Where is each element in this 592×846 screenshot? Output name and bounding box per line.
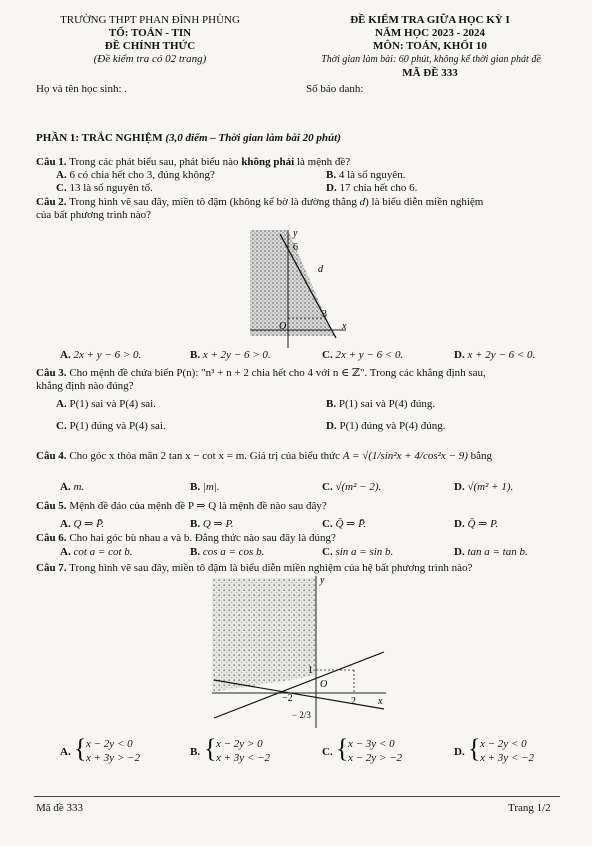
system-line-1: x − 3y < 0: [348, 738, 395, 750]
q1-label: Câu 1.: [36, 156, 67, 168]
q1-option-d[interactable]: [326, 182, 417, 194]
exam-code: MÃ ĐỀ 333: [402, 67, 458, 79]
q2-option-b[interactable]: [190, 349, 271, 361]
footer-page: Trang 1/2: [508, 802, 551, 814]
q7-y-label: y: [320, 575, 325, 586]
q2-y-label: y: [293, 228, 298, 239]
q3-label: Câu 3.: [36, 367, 67, 379]
option-text: P(1) đúng và P(4) sai.: [69, 420, 166, 432]
q2-line2: của bất phương trình nào?: [36, 209, 152, 221]
option-letter: C.: [56, 420, 67, 432]
system-line-2: x + 3y < −2: [480, 752, 535, 764]
option-letter: D.: [454, 746, 465, 758]
q1-stem: [36, 156, 350, 168]
department: TỔ: TOÁN - TIN: [108, 27, 192, 39]
q2-stem: [36, 196, 483, 208]
q2-text: Trong hình vẽ sau đây, miền tô đậm (không kể bờ là đường thẳng: [66, 196, 357, 208]
q7-tick-m2: −2: [282, 693, 293, 704]
q3-option-c[interactable]: [56, 420, 166, 432]
q5-option-d[interactable]: [454, 517, 498, 530]
option-text: 2x + y − 6 < 0.: [335, 349, 404, 361]
q7-shaded-region: [212, 578, 316, 692]
q2-tick-6: 6: [293, 242, 298, 253]
option-text: P(1) đúng và P(4) đúng.: [339, 420, 446, 432]
q4-option-b[interactable]: [190, 481, 220, 493]
option-letter: A.: [60, 349, 71, 361]
option-text: Q ⇒ P.: [202, 518, 234, 530]
q7-tick-1: 1: [308, 665, 313, 676]
option-letter: B.: [190, 518, 201, 530]
footer-divider: [34, 796, 560, 797]
option-text: 2x + y − 6 > 0.: [73, 349, 142, 361]
brace-icon: {: [336, 734, 349, 763]
q6-option-d[interactable]: [454, 546, 528, 558]
student-id-field: Số báo danh:: [306, 83, 364, 95]
q6-text: Cho hai góc bù nhau a và b. Đẳng thức nào sau đây là đúng?: [66, 532, 336, 544]
q1-text-c: là mệnh đề?: [294, 156, 351, 168]
brace-icon: {: [204, 734, 217, 763]
q2-line-name: d: [359, 196, 366, 208]
option-letter: A.: [60, 746, 71, 758]
option-text: 6 có chia hết cho 3, đúng không?: [69, 169, 215, 181]
q6-label: Câu 6.: [36, 532, 67, 544]
system-line-1: x − 2y < 0: [480, 738, 527, 750]
q2-label: Câu 2.: [36, 196, 67, 208]
q7-tick-m23: − 2/3: [292, 710, 311, 720]
option-letter: B.: [190, 349, 201, 361]
q3-option-a[interactable]: [56, 398, 156, 410]
option-text: cos a = cos b.: [202, 546, 265, 558]
option-letter: A.: [60, 546, 71, 558]
student-name-field: Họ và tên học sinh: .: [36, 83, 128, 95]
exam-title: ĐỀ KIỂM TRA GIỮA HỌC KỲ I: [350, 14, 510, 26]
q1-option-a[interactable]: [56, 169, 215, 181]
option-letter: B.: [190, 746, 201, 758]
option-letter: A.: [60, 481, 71, 493]
option-letter: D.: [454, 546, 465, 558]
q5-option-b[interactable]: [190, 517, 234, 530]
part1-heading: [36, 132, 341, 144]
school-name: TRƯỜNG THPT PHAN ĐÌNH PHÙNG: [60, 14, 240, 26]
option-text: P(1) sai và P(4) đúng.: [338, 398, 436, 410]
option-text: |m|.: [202, 481, 220, 493]
option-text: m.: [73, 481, 85, 493]
q3-option-b[interactable]: [326, 398, 435, 410]
option-letter: C.: [322, 546, 333, 558]
option-text: 17 chia hết cho 6.: [339, 182, 418, 194]
q4-option-a[interactable]: [60, 481, 84, 493]
option-text: Q ⇒ P̄.: [73, 518, 105, 530]
q2-option-d[interactable]: [454, 349, 535, 361]
option-text: x + 2y − 6 > 0.: [202, 349, 271, 361]
q1-text-a: Trong các phát biểu sau, phát biểu nào: [66, 156, 242, 168]
q7-origin: O: [320, 679, 328, 690]
q1-option-b[interactable]: [326, 169, 405, 181]
q1-option-c[interactable]: [56, 182, 153, 194]
option-text: tan a = tan b.: [467, 546, 528, 558]
q2-text-end: ) là biểu diễn miền nghiệm: [365, 196, 484, 208]
option-letter: A.: [60, 518, 71, 530]
system-line-1: x − 2y > 0: [216, 738, 263, 750]
option-letter: A.: [56, 169, 67, 181]
option-text: P(1) sai và P(4) sai.: [69, 398, 156, 410]
school-year: NĂM HỌC 2023 - 2024: [375, 27, 485, 39]
q6-option-c[interactable]: [322, 546, 393, 558]
option-text: Q̄ ⇒ P.: [467, 518, 499, 530]
part1-note: (3,0 điểm – Thời gian làm bài 20 phút): [165, 132, 341, 144]
option-letter: B.: [326, 169, 337, 181]
q2-figure: [236, 226, 356, 354]
system-line-1: x − 2y < 0: [86, 738, 133, 750]
q4-text: Cho góc x thỏa mãn 2 tan x − cot x = m. Giá trị của biểu thức: [66, 450, 341, 462]
q2-d-label: d: [318, 264, 323, 275]
q2-shaded-region: [250, 230, 334, 336]
official-label: ĐỀ CHÍNH THỨC: [104, 40, 196, 52]
q6-option-b[interactable]: [190, 546, 264, 558]
q1-text-b: không phải: [241, 156, 295, 168]
option-letter: B.: [190, 546, 201, 558]
pages-note: (Đề kiểm tra có 02 trang): [93, 53, 207, 65]
q4-option-d[interactable]: [454, 481, 513, 493]
option-text: sin a = sin b.: [335, 546, 394, 558]
q3-option-d[interactable]: [326, 420, 445, 432]
q7-tick-2: 2: [351, 696, 356, 707]
subject: MÔN: TOÁN, KHỐI 10: [373, 40, 487, 52]
q4-option-c[interactable]: [322, 481, 381, 493]
option-letter: A.: [56, 398, 67, 410]
q3-line2: khẳng định nào đúng?: [36, 380, 134, 392]
option-letter: D.: [326, 182, 337, 194]
q5-option-c[interactable]: [322, 517, 366, 530]
q5-stem: [36, 499, 327, 512]
q7-label: Câu 7.: [36, 562, 67, 574]
option-letter: D.: [326, 420, 337, 432]
option-text: Q̄ ⇒ P̄.: [335, 518, 367, 530]
exam-time: Thời gian làm bài: 60 phút, không kể thời gian phát đề: [321, 54, 541, 65]
option-letter: C.: [322, 349, 333, 361]
system-line-2: x + 3y > −2: [86, 752, 141, 764]
option-text: 4 là số nguyên.: [338, 169, 406, 181]
option-text: √(m² + 1).: [467, 481, 514, 493]
option-letter: B.: [326, 398, 337, 410]
q3-stem: [36, 366, 486, 379]
q5-option-a[interactable]: [60, 517, 104, 530]
brace-icon: {: [468, 734, 481, 763]
q6-option-a[interactable]: [60, 546, 133, 558]
q2-origin: O: [279, 321, 287, 332]
q2-tick-3: 3: [322, 309, 327, 320]
part1-title: PHẦN 1: TRẮC NGHIỆM: [36, 132, 163, 144]
option-letter: D.: [454, 518, 465, 530]
q4-label: Câu 4.: [36, 450, 67, 462]
option-letter: B.: [190, 481, 201, 493]
option-letter: C.: [56, 182, 67, 194]
system-line-2: x + 3y < −2: [216, 752, 271, 764]
option-letter: C.: [322, 518, 333, 530]
brace-icon: {: [74, 734, 87, 763]
q7-text: Trong hình vẽ sau đây, miền tô đậm là biểu diễn miền nghiệm của hệ bất phương trình nào?: [66, 562, 473, 574]
option-letter: C.: [322, 481, 333, 493]
q4-end: bằng: [470, 450, 493, 462]
q5-text: Mệnh đề đảo của mệnh đề P ⇒ Q là mệnh đề nào sau đây?: [66, 500, 327, 512]
q3-text: Cho mệnh đề chứa biến P(n): "n³ + n + 2 chia hết cho 4 với n ∈ ℤ". Trong các khẳng định sau,: [66, 367, 486, 379]
system-line-2: x − 2y > −2: [348, 752, 403, 764]
q4-stem: [36, 450, 492, 462]
q7-line-2: [214, 680, 384, 709]
option-letter: D.: [454, 481, 465, 493]
option-letter: D.: [454, 349, 465, 361]
option-letter: C.: [322, 746, 333, 758]
option-text: √(m² − 2).: [335, 481, 382, 493]
q6-stem: [36, 532, 336, 544]
q5-label: Câu 5.: [36, 500, 67, 512]
option-text: x + 2y − 6 < 0.: [467, 349, 536, 361]
q2-option-c[interactable]: [322, 349, 403, 361]
q7-x-label: x: [378, 696, 383, 707]
q4-expression: A = √(1/sin²x + 4/cos²x − 9): [342, 450, 468, 462]
q2-option-a[interactable]: [60, 349, 141, 361]
option-text: 13 là số nguyên tố.: [69, 182, 153, 194]
q7-stem: [36, 562, 472, 574]
q2-x-label: x: [342, 321, 347, 332]
q7-figure: [208, 574, 388, 730]
footer-code: Mã đề 333: [36, 802, 84, 814]
option-text: cot a = cot b.: [73, 546, 133, 558]
